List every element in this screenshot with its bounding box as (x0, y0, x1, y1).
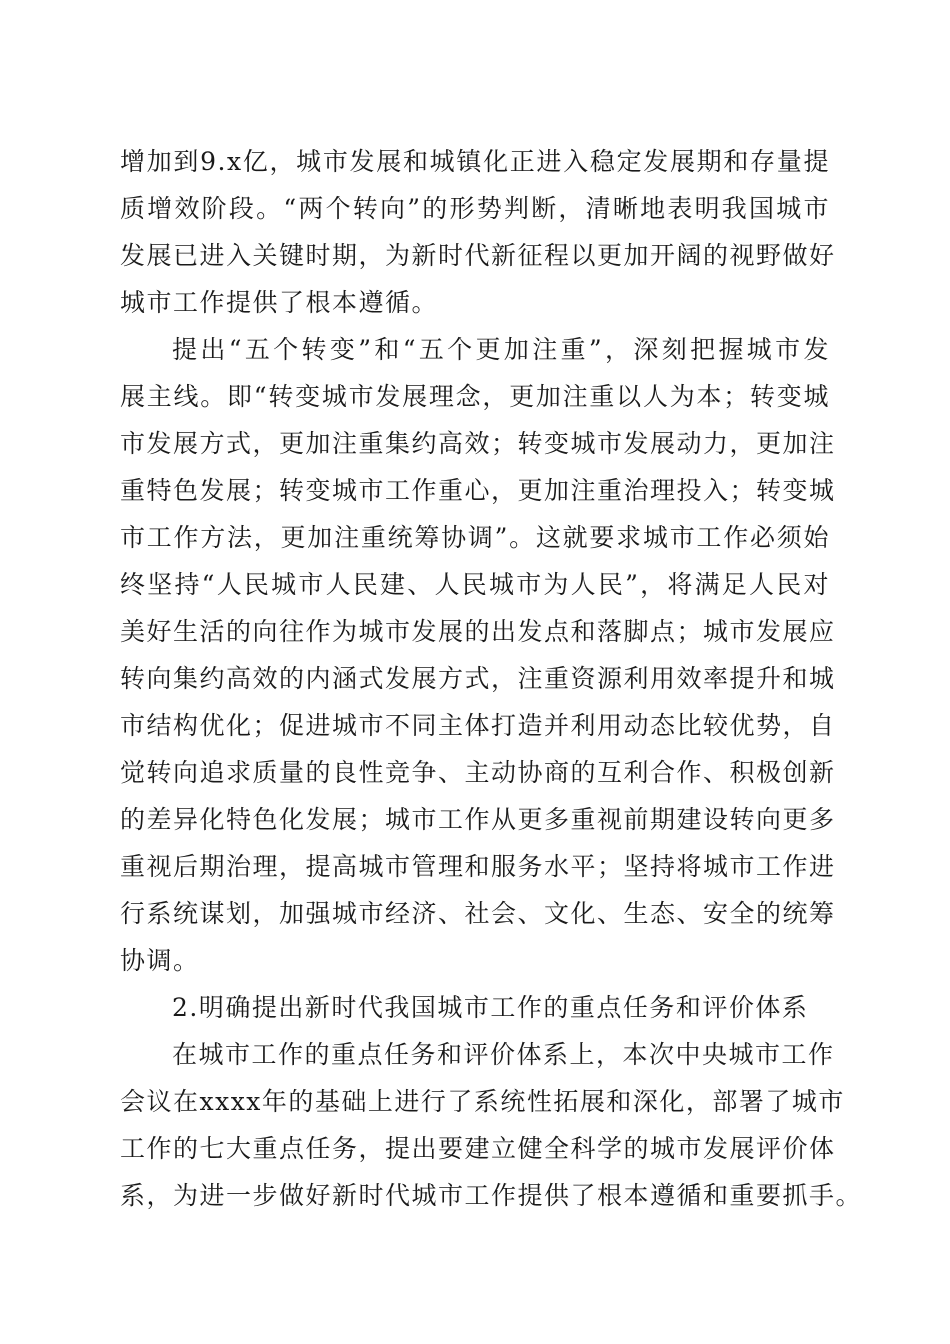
paragraph-line: 展主线。即“转变城市发展理念，更加注重以人为本；转变城 (120, 382, 830, 411)
paragraph-line: 质增效阶段。“两个转向”的形势判断，清晰地表明我国城市 (120, 194, 830, 223)
section-heading-line: 2.明确提出新时代我国城市工作的重点任务和评价体系 (172, 993, 809, 1022)
paragraph-line: 重视后期治理，提高城市管理和服务水平；坚持将城市工作进 (120, 852, 836, 881)
paragraph-line: 行系统谋划，加强城市经济、社会、文化、生态、安全的统筹 (120, 899, 836, 928)
paragraph-line: 美好生活的向往作为城市发展的出发点和落脚点；城市发展应 (120, 617, 836, 646)
paragraph-urbanization-stage (120, 138, 836, 326)
paragraph-line: 市结构优化；促进城市不同主体打造并利用动态比较优势，自 (120, 711, 836, 740)
paragraph-line: 转向集约高效的内涵式发展方式，注重资源利用效率提升和城 (120, 664, 836, 693)
paragraph-line: 城市工作提供了根本遵循。 (120, 288, 439, 317)
paragraph-key-tasks (120, 1031, 863, 1219)
paragraph-line: 在城市工作的重点任务和评价体系上，本次中央城市工作 (172, 1040, 835, 1069)
paragraph-line: 协调。 (120, 946, 200, 975)
paragraph-line: 觉转向追求质量的良性竞争、主动协商的互利合作、积极创新 (120, 758, 836, 787)
paragraph-line: 会议在xxxx年的基础上进行了系统性拓展和深化，部署了城市 (120, 1087, 845, 1116)
paragraph-line: 市工作方法，更加注重统筹协调”。这就要求城市工作必须始 (120, 523, 830, 552)
paragraph-line: 提出“五个转变”和“五个更加注重”，深刻把握城市发 (172, 335, 830, 364)
paragraph-line: 终坚持“人民城市人民建、人民城市为人民”，将满足人民对 (120, 570, 830, 599)
section-heading-2 (120, 984, 830, 1031)
paragraph-line: 市发展方式，更加注重集约高效；转变城市发展动力，更加注 (120, 429, 836, 458)
paragraph-line: 重特色发展；转变城市工作重心，更加注重治理投入；转变城 (120, 476, 836, 505)
paragraph-line: 工作的七大重点任务，提出要建立健全科学的城市发展评价体 (120, 1134, 836, 1163)
paragraph-line: 增加到9.x亿，城市发展和城镇化正进入稳定发展期和存量提 (120, 147, 830, 176)
paragraph-line: 系，为进一步做好新时代城市工作提供了根本遵循和重要抓手。 (120, 1181, 863, 1210)
paragraph-line: 发展已进入关键时期，为新时代新征程以更加开阔的视野做好 (120, 241, 836, 270)
paragraph-five-transformations (120, 326, 836, 984)
document-body (120, 138, 863, 1219)
paragraph-line: 的差异化特色化发展；城市工作从更多重视前期建设转向更多 (120, 805, 836, 834)
